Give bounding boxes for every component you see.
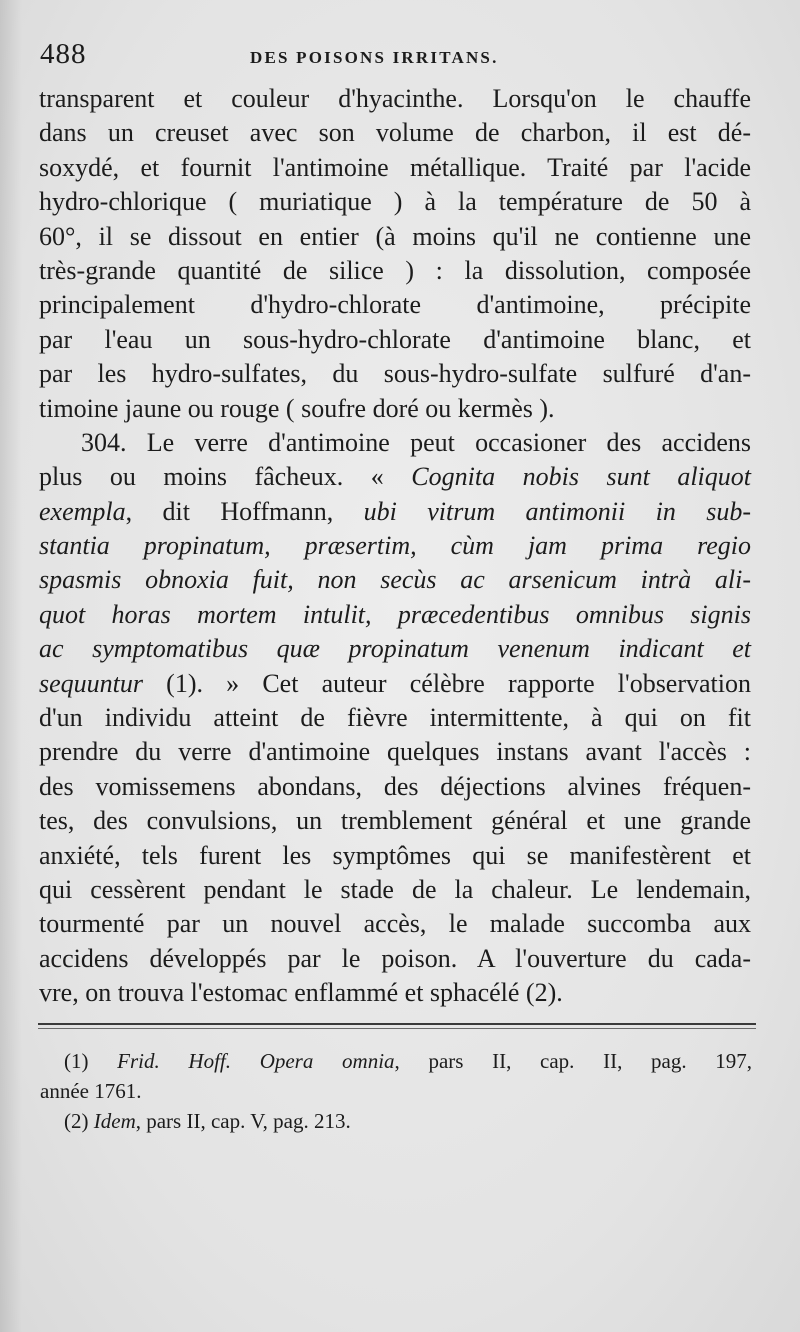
paragraph-304-line bbox=[39, 460, 751, 494]
roman-text: , dit Hoffmann, bbox=[125, 496, 364, 526]
running-title: DES POISONS IRRITANS. bbox=[250, 48, 499, 67]
text-line: timoine jaune ou rouge ( soufre doré ou kermès ). bbox=[39, 393, 555, 423]
text-line: par l'eau un sous-hydro-chlorate d'antimoine blanc, et bbox=[39, 324, 751, 354]
text-line: transparent et couleur d'hyacinthe. Lorsqu'on le chauffe bbox=[39, 84, 751, 113]
text-line: qui cessèrent pendant le stade de la chaleur. Le lendemain, bbox=[39, 874, 751, 904]
latin-quote: ubi vitrum antimonii in sub- bbox=[363, 496, 751, 526]
latin-quote-line: quot horas mortem intulit, præcedentibus omnibus signis bbox=[39, 599, 751, 629]
page-header bbox=[40, 38, 752, 78]
latin-quote: exempla bbox=[39, 496, 126, 526]
footnote-marker: (2) bbox=[64, 1109, 94, 1133]
text-line: anxiété, tels furent les symptômes qui se manifestèrent et bbox=[39, 840, 751, 870]
footnote-2 bbox=[40, 1106, 752, 1136]
latin-quote: Cognita nobis sunt aliquot bbox=[411, 462, 751, 492]
latin-quote-line bbox=[39, 563, 751, 597]
text-line: principalement d'hydro-chlorate d'antimoine, précipite bbox=[39, 290, 751, 320]
text-line: des vomissemens abondans, des déjections alvines fréquen- bbox=[39, 771, 751, 801]
text-line: prendre du verre d'antimoine quelques instans avant l'accès : bbox=[39, 737, 751, 767]
page-number: 488 bbox=[40, 38, 87, 70]
footnote-1 bbox=[40, 1046, 752, 1076]
roman-text: (1). » Cet auteur célèbre rapporte l'observation bbox=[143, 668, 751, 698]
footnote-marker: (1) bbox=[64, 1049, 118, 1073]
footnote-1-continuation: année 1761. bbox=[40, 1079, 142, 1103]
latin-quote-line: stantia propinatum, præsertim, cùm jam prima regio bbox=[39, 531, 751, 561]
citation-title: Frid. Hoff. Opera omnia bbox=[117, 1049, 395, 1073]
roman-text: 304. Le verre d'antimoine peut occasioner des accidens bbox=[81, 427, 751, 457]
text-line: soxydé, et fournit l'antimoine métallique. Traité par l'acide bbox=[39, 152, 751, 182]
latin-quote: spasmis obnoxia fuit, bbox=[39, 565, 318, 595]
citation-detail: , pars II, cap. II, pag. 197, bbox=[394, 1049, 753, 1073]
paragraph-304-line bbox=[39, 667, 751, 701]
text-line: tes, des convulsions, un tremblement général et une grande bbox=[39, 806, 751, 836]
paragraph-304-line bbox=[39, 495, 751, 529]
text-line: vre, on trouva l'estomac enflammé et sphacélé (2). bbox=[39, 978, 563, 1008]
text-line: tourmenté par un nouvel accès, le malade succomba aux bbox=[39, 909, 751, 939]
text-line: dans un creuset avec son volume de charbon, il est dé- bbox=[39, 118, 751, 148]
latin-quote: non secùs ac arsenicum intrà ali- bbox=[317, 565, 752, 595]
latin-quote: sequuntur bbox=[39, 668, 143, 698]
citation-detail: , pars II, cap. V, pag. 213. bbox=[135, 1109, 351, 1133]
text-line: d'un individu atteint de fièvre intermittente, à qui on fit bbox=[39, 703, 751, 733]
body-text bbox=[39, 82, 751, 1011]
text-line: très-grande quantité de silice ) : la dissolution, composée bbox=[39, 255, 751, 285]
roman-text: plus ou moins fâcheux. « bbox=[39, 462, 412, 492]
paragraph-304-line bbox=[39, 426, 751, 460]
footnotes bbox=[40, 1046, 752, 1136]
footnote-rule bbox=[38, 1023, 756, 1025]
text-line: hydro-chlorique ( muriatique ) à la température de 50 à bbox=[39, 187, 751, 217]
text-line: accidens développés par le poison. A l'ouverture du cada- bbox=[39, 943, 751, 973]
latin-quote-line: ac symptomatibus quæ propinatum venenum indicant et bbox=[39, 634, 751, 664]
citation-title: Idem bbox=[93, 1109, 136, 1133]
text-line: 60°, il se dissout en entier (à moins qu'il ne contienne une bbox=[39, 221, 751, 251]
text-line: par les hydro-sulfates, du sous-hydro-sulfate sulfuré d'an- bbox=[39, 359, 751, 389]
